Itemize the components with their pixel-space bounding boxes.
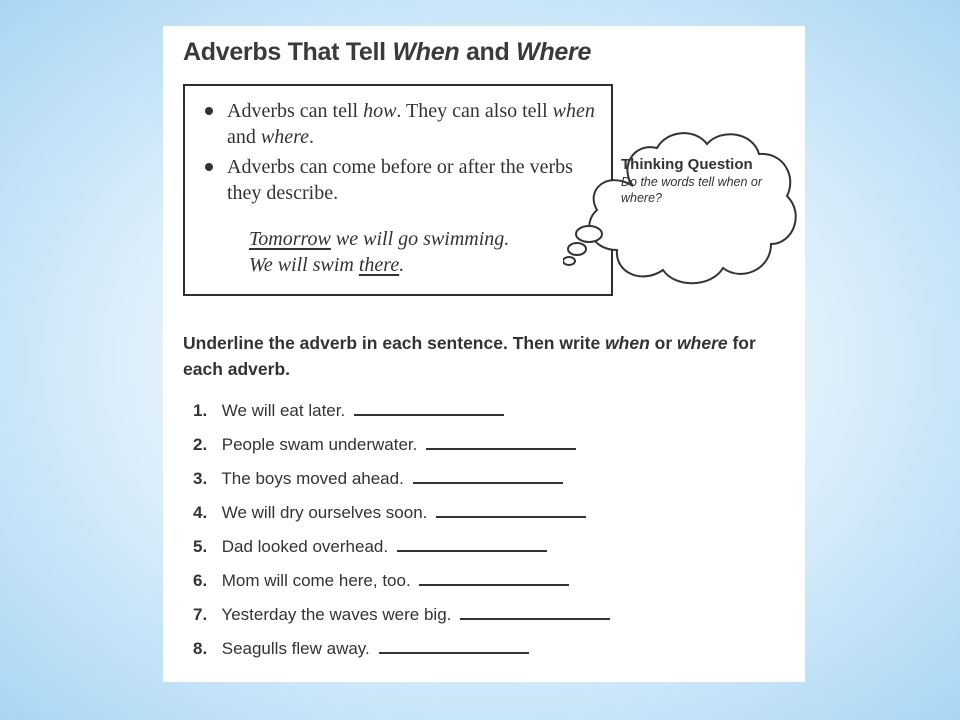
example-text: . [399, 254, 405, 276]
example-sentences [249, 226, 509, 278]
bullet-icon [205, 107, 213, 115]
instructions-text: for each adverb. [183, 333, 756, 379]
item-number: 5. [193, 537, 208, 556]
item-sentence: The boys moved ahead. [221, 469, 404, 488]
exercise-item [193, 500, 610, 534]
instructions-text: or [649, 333, 678, 353]
answer-blank[interactable] [397, 534, 547, 552]
example-text: We will swim [249, 254, 359, 276]
rule-list [203, 98, 603, 210]
answer-blank[interactable] [419, 568, 569, 586]
rule-text: Adverbs can come before or after the verbs they describe. [227, 156, 573, 204]
exercise-list [193, 398, 610, 670]
rule-emphasis: how [363, 100, 397, 122]
exercise-item [193, 602, 610, 636]
instructions-text: Underline the adverb in each sentence. Then write [183, 333, 606, 353]
thinking-question-heading: Thinking Question [621, 156, 753, 173]
item-number: 6. [193, 571, 208, 590]
item-sentence: Mom will come here, too. [221, 571, 411, 590]
thinking-question-text: Do the words tell when or where? [621, 175, 763, 205]
title-text: Adverbs That Tell [183, 38, 393, 66]
instructions-when: when [605, 333, 650, 353]
rule-item [203, 154, 603, 206]
answer-blank[interactable] [354, 398, 504, 416]
rule-emphasis: where [260, 126, 310, 148]
rule-text: . [309, 126, 315, 148]
bullet-icon [205, 163, 213, 171]
worksheet-title [183, 38, 591, 67]
title-where: Where [516, 38, 592, 66]
exercise-item [193, 568, 610, 602]
item-sentence: Yesterday the waves were big. [221, 605, 452, 624]
answer-blank[interactable] [379, 636, 529, 654]
example-sentence-2 [249, 252, 509, 278]
rule-text: Adverbs can tell [227, 100, 364, 122]
item-sentence: Dad looked overhead. [221, 537, 389, 556]
instructions-where: where [677, 333, 728, 353]
title-when: When [392, 38, 460, 66]
example-adverb: Tomorrow [249, 228, 331, 250]
rule-item [203, 98, 603, 150]
item-sentence: We will dry ourselves soon. [221, 503, 428, 522]
example-adverb: there [358, 254, 400, 276]
item-number: 3. [193, 469, 208, 488]
item-number: 1. [193, 401, 208, 420]
worksheet-page [163, 26, 805, 682]
exercise-item [193, 466, 610, 500]
rule-text: and [227, 126, 261, 148]
item-sentence: People swam underwater. [221, 435, 418, 454]
item-sentence: We will eat later. [221, 401, 346, 420]
answer-blank[interactable] [460, 602, 610, 620]
example-sentence-1 [249, 226, 509, 252]
answer-blank[interactable] [413, 466, 563, 484]
thought-cloud-icon [563, 124, 803, 294]
instructions [183, 330, 783, 382]
item-number: 8. [193, 639, 208, 658]
exercise-item [193, 432, 610, 466]
exercise-item [193, 534, 610, 568]
title-and: and [459, 38, 517, 66]
exercise-item [193, 636, 610, 670]
rule-emphasis: when [552, 100, 595, 122]
item-number: 2. [193, 435, 208, 454]
item-number: 7. [193, 605, 208, 624]
example-text: we will go swimming. [330, 228, 510, 250]
thinking-question [621, 156, 791, 206]
rule-text: . They can also tell [396, 100, 553, 122]
exercise-item [193, 398, 610, 432]
item-number: 4. [193, 503, 208, 522]
answer-blank[interactable] [436, 500, 586, 518]
answer-blank[interactable] [426, 432, 576, 450]
item-sentence: Seagulls flew away. [221, 639, 370, 658]
rule-box [183, 84, 613, 296]
